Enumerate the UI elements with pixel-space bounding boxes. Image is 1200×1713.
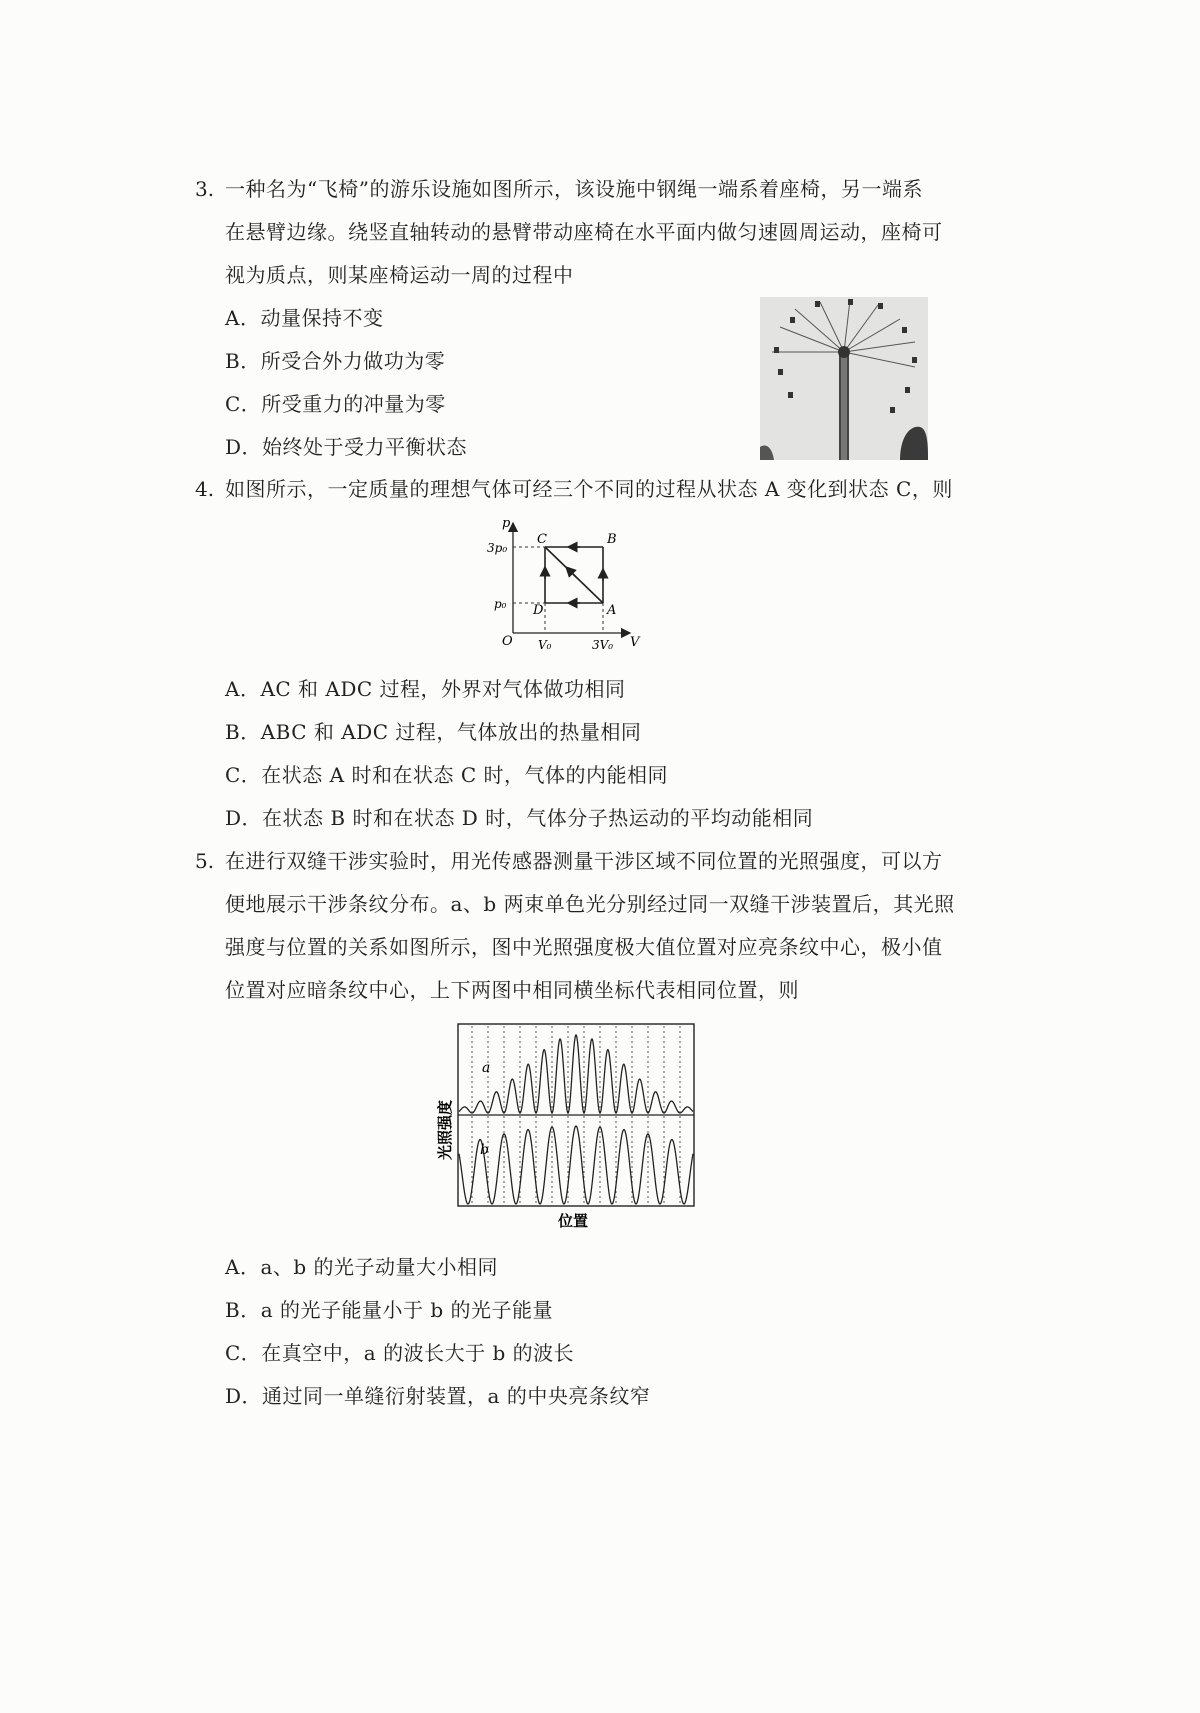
curve-a-label: a	[482, 1060, 491, 1076]
question-5-option-b: B．a 的光子能量小于 b 的光子能量	[225, 1298, 553, 1322]
x-axis-label: 位置	[558, 1212, 589, 1230]
intensity-curve-a	[459, 1035, 693, 1113]
interference-figure	[430, 1020, 710, 1235]
question-3-option-a: A．动量保持不变	[225, 306, 384, 330]
pv-diagram	[480, 515, 650, 655]
point-a-label: A	[607, 603, 617, 618]
curve-b-label: b	[480, 1142, 489, 1158]
question-3-stem-line-2: 在悬臂边缘。绕竖直轴转动的悬臂带动座椅在水平面内做匀速圆周运动，座椅可	[225, 220, 943, 244]
tick-p0: p₀	[494, 597, 507, 611]
question-3-option-b: B．所受合外力做功为零	[225, 349, 446, 373]
question-3-option-c: C．所受重力的冲量为零	[225, 392, 446, 416]
question-5-stem-line-3: 强度与位置的关系如图所示，图中光照强度极大值位置对应亮条纹中心，极小值	[225, 935, 943, 959]
point-c-label: C	[537, 532, 547, 547]
tick-v0: V₀	[538, 638, 552, 652]
question-5-option-c: C．在真空中，a 的波长大于 b 的波长	[225, 1341, 575, 1365]
question-3-stem-line-1: 一种名为“飞椅”的游乐设施如图所示，该设施中钢绳一端系着座椅，另一端系	[225, 177, 923, 201]
question-4-option-c: C．在状态 A 时和在状态 C 时，气体的内能相同	[225, 763, 668, 787]
question-4-option-a: A．AC 和 ADC 过程，外界对气体做功相同	[225, 677, 626, 701]
p-axis-label: p	[502, 516, 511, 531]
tick-3p0: 3p₀	[487, 541, 508, 555]
question-3-option-d: D．始终处于受力平衡状态	[225, 435, 468, 459]
question-4-option-b: B．ABC 和 ADC 过程，气体放出的热量相同	[225, 720, 642, 744]
question-5-stem-line-4: 位置对应暗条纹中心，上下两图中相同横坐标代表相同位置，则	[225, 978, 799, 1002]
question-4-option-d: D．在状态 B 时和在状态 D 时，气体分子热运动的平均动能相同	[225, 806, 814, 830]
question-5-option-d: D．通过同一单缝衍射装置，a 的中央亮条纹窄	[225, 1384, 651, 1408]
intensity-curve-b	[459, 1126, 693, 1204]
tick-3v0: 3V₀	[592, 638, 614, 652]
question-5-stem-line-1: 在进行双缝干涉实验时，用光传感器测量干涉区域不同位置的光照强度，可以方	[225, 849, 943, 873]
v-axis-label: V	[630, 635, 640, 650]
question-5-option-a: A．a、b 的光子动量大小相同	[225, 1255, 499, 1279]
question-3-stem-line-3: 视为质点，则某座椅运动一周的过程中	[225, 263, 574, 287]
flying-chair-photo	[760, 297, 928, 460]
point-b-label: B	[607, 532, 617, 547]
question-4-stem-line-1: 如图所示，一定质量的理想气体可经三个不同的过程从状态 A 变化到状态 C，则	[225, 477, 953, 501]
question-5-number: 5.	[195, 849, 215, 873]
origin-label: O	[502, 634, 513, 649]
question-5-stem-line-2: 便地展示干涉条纹分布。a、b 两束单色光分别经过同一双缝干涉装置后，其光照	[225, 892, 955, 916]
point-d-label: D	[533, 603, 544, 618]
question-3-number: 3.	[195, 177, 215, 201]
question-4-number: 4.	[195, 477, 215, 501]
y-axis-label: 光照强度	[436, 1099, 454, 1160]
